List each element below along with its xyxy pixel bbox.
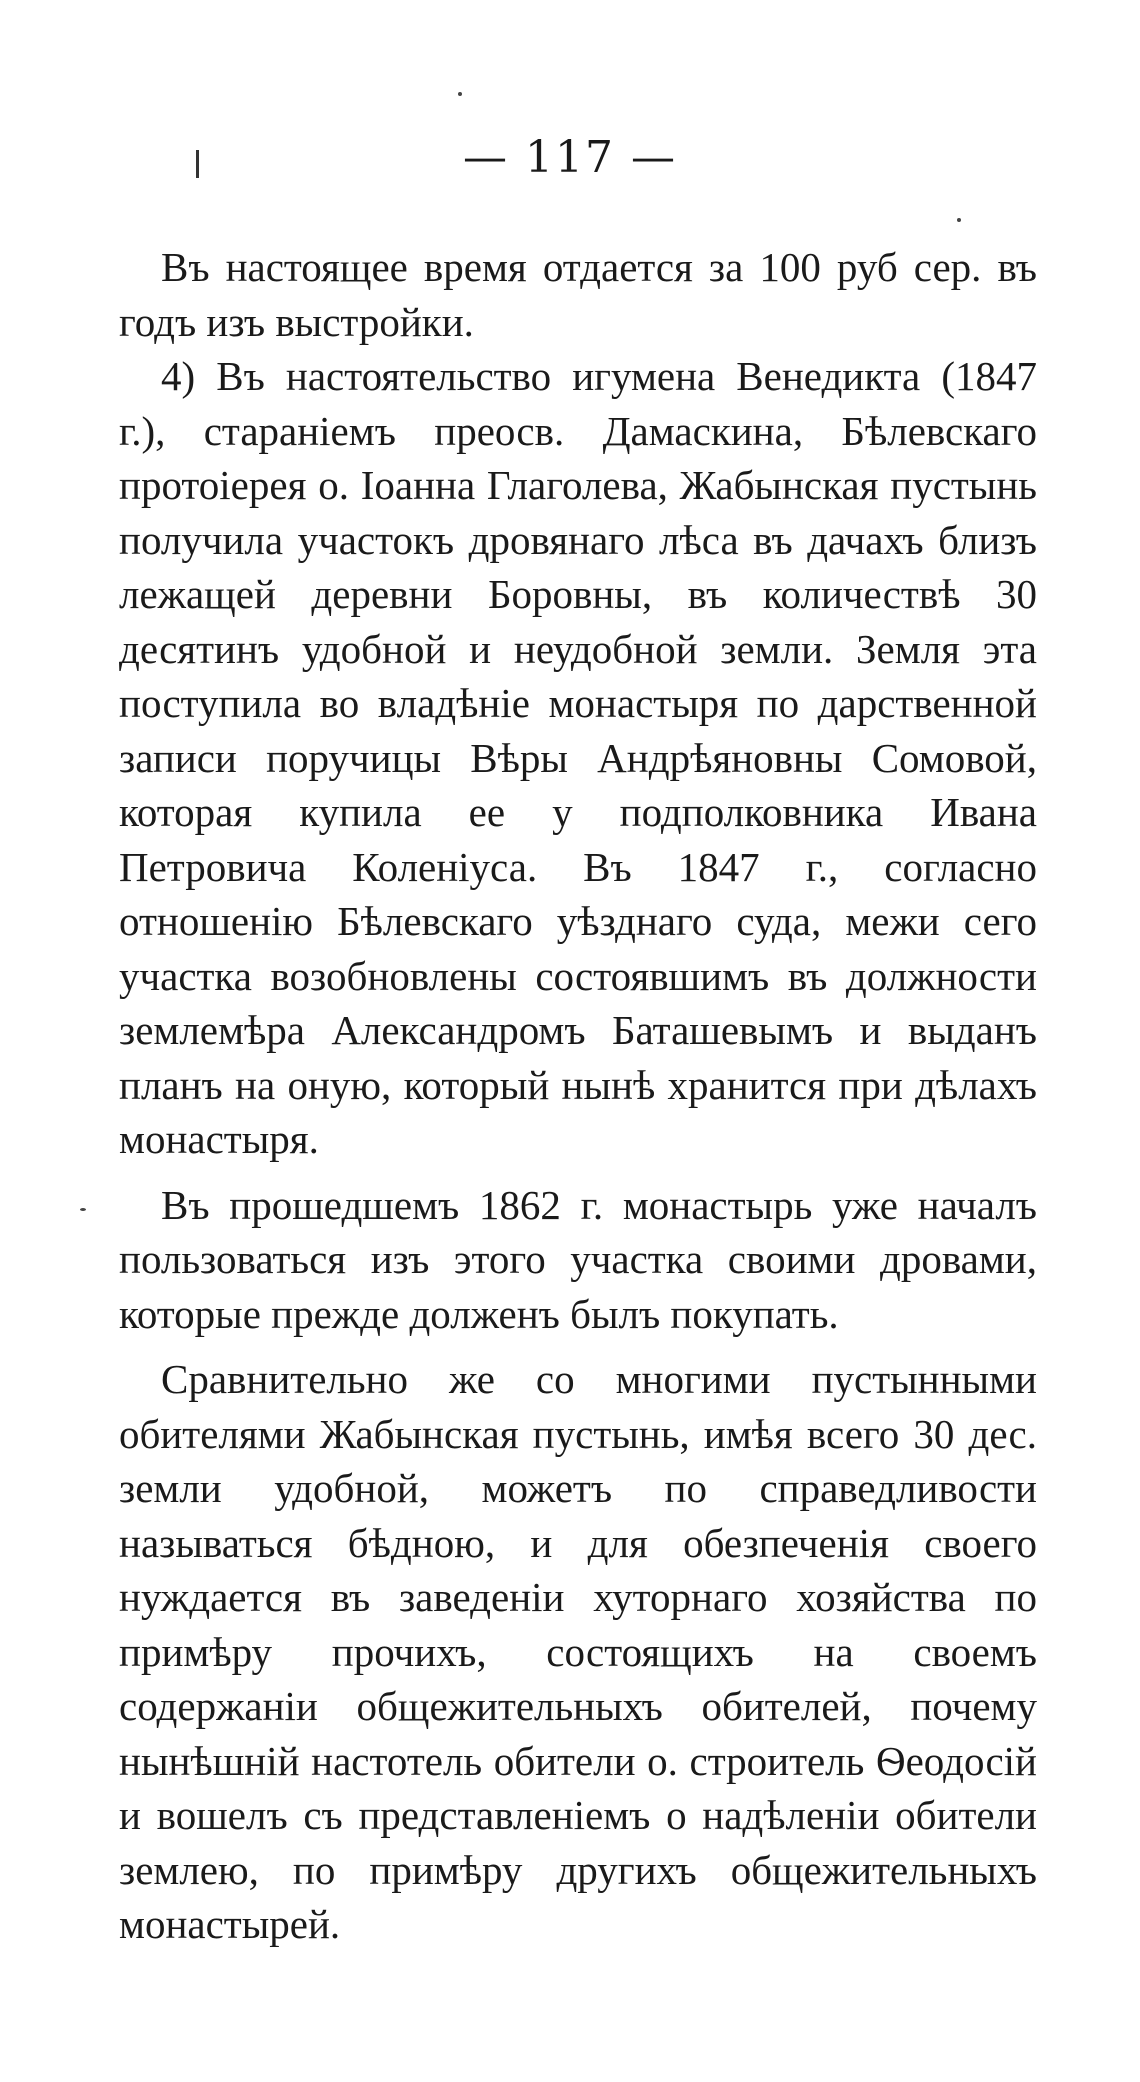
paragraph-1: Въ настоящее время отдается за 100 руб сер. въ годъ изъ выстройки. [119, 244, 1037, 345]
ink-speck [458, 92, 462, 96]
paragraph-4: Сравнительно же со многими пустынными обителями Жабынская пустынь, имѣя всего 30 дес. земли удобной, можетъ по справедливости называться бѣдною, и для обезпеченія своего нуждается въ заведеніи хуторнаго хозяйства по примѣру прочихъ, состоящихъ на своемъ содержаніи общежительныхъ обителей, почему нынѣшній настотель обители о. строитель Ѳеодосій и вошелъ съ представленіемъ о надѣленіи обители землею, по примѣру другихъ общежительныхъ монастырей. [119, 1356, 1037, 1947]
body-text [119, 240, 1037, 1952]
paragraph-3: Въ прошедшемъ 1862 г. монастырь уже началъ пользоваться изъ этого участка своими дровами, которые прежде долженъ былъ покупать. [119, 1181, 1037, 1337]
ink-speck [80, 1208, 86, 1211]
page-number: — 117 — [463, 132, 677, 183]
paragraph-2: 4) Въ настоятельство игумена Венедикта (1847 г.), стараніемъ преосв. Дамаскина, Бѣлевскаго протоіерея о. Іоанна Глаголева, Жабынская пустынь получила участокъ дровянаго лѣса въ дачахъ близъ лежащей деревни Боровны, въ количествѣ 30 десятинъ удобной и неудобной земли. Земля эта поступила во владѣніе монастыря по дарственной записи поручицы Вѣры Андрѣяновны Сомовой, которая купила ее у подполковника Ивана Петровича Коленіуса. Въ 1847 г., согласно отношенію Бѣлевскаго уѣзднаго суда, межи сего участка возобновлены состоявшимъ въ должности землемѣра Александромъ Баташевымъ и выданъ планъ на оную, который нынѣ хранится при дѣлахъ монастыря. [119, 353, 1037, 1162]
ink-speck [957, 218, 961, 222]
